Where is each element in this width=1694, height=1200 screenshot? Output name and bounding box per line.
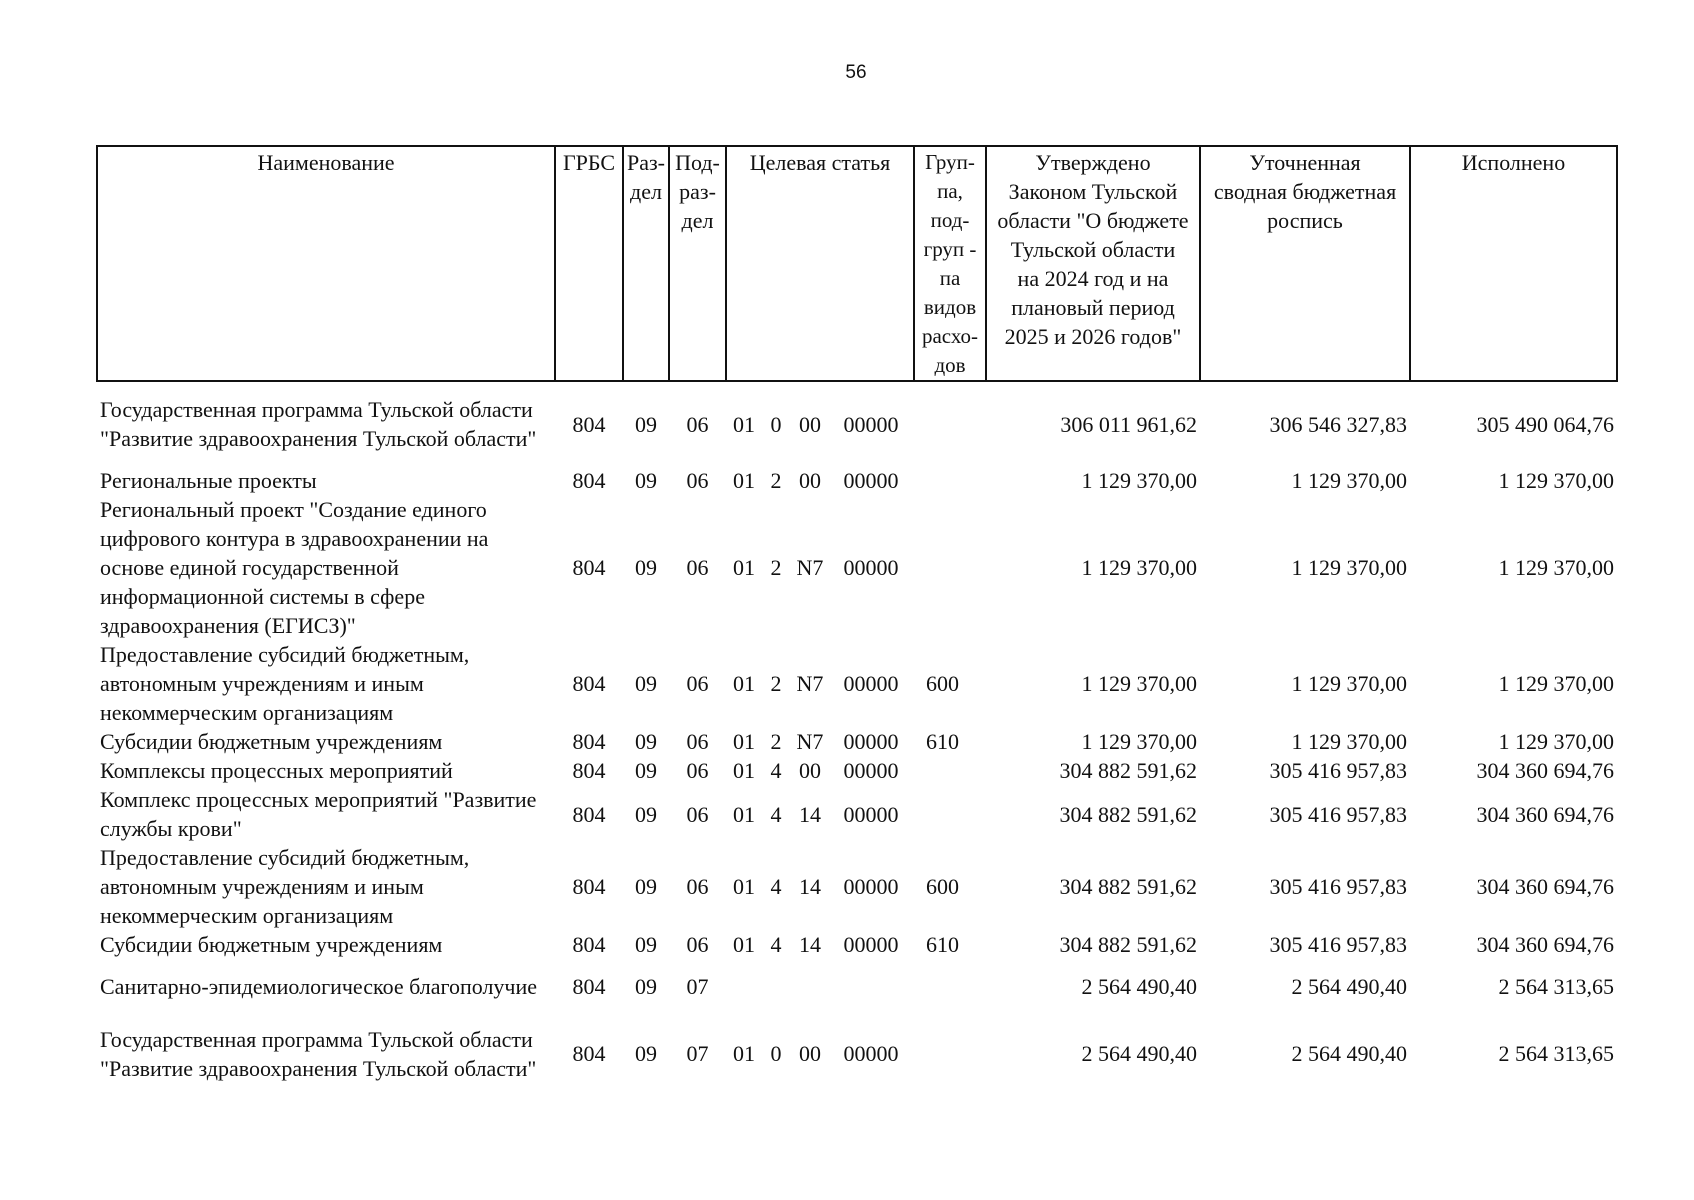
- row-grbs: 804: [572, 801, 606, 827]
- row-target-type: 4: [770, 874, 782, 899]
- row-grbs: 804: [572, 555, 606, 580]
- row-executed: 304 360 694,76: [1476, 758, 1614, 783]
- row-name: Государственная программа Тульской области "Развитие здравоохранения Тульской области": [100, 397, 537, 451]
- row-target-type: [762, 959, 790, 1013]
- row-grbs: 804: [572, 468, 606, 493]
- row-razdel: 09: [635, 555, 657, 580]
- row-approved: 1 129 370,00: [1081, 671, 1197, 696]
- header-line: дов: [934, 353, 966, 377]
- row-target-direction: [830, 959, 914, 1013]
- header-line: Тульской области: [1010, 237, 1176, 262]
- table-row: [97, 843, 1617, 930]
- row-target-direction: 00000: [843, 874, 899, 899]
- row-target-direction: 00000: [843, 671, 899, 696]
- row-podrazdel: 07: [686, 973, 709, 999]
- header-line: расхо-: [921, 324, 979, 348]
- budget-table: [96, 145, 1618, 1094]
- row-name: Предоставление субсидий бюджетным, автономным учреждениям и иным некоммерческим организациям: [100, 642, 470, 725]
- row-executed: 1 129 370,00: [1498, 555, 1614, 580]
- row-target-element: [790, 959, 830, 1013]
- row-approved: 304 882 591,62: [1059, 801, 1197, 827]
- header-line: роспись: [1267, 208, 1343, 233]
- row-target-program: 01: [733, 801, 755, 827]
- header-line: Утверждено: [1035, 150, 1151, 175]
- row-target-element: 00: [799, 758, 821, 783]
- row-target-direction: 00000: [843, 411, 899, 437]
- row-expense-group: 610: [926, 729, 959, 754]
- row-target-direction: 00000: [843, 1041, 899, 1066]
- page-number: 56: [845, 62, 867, 83]
- table-row: [97, 756, 1617, 785]
- row-expense-group: [914, 381, 986, 466]
- row-name: Государственная программа Тульской области "Развитие здравоохранения Тульской области": [100, 1026, 537, 1081]
- row-target-direction: 00000: [843, 758, 899, 783]
- row-target-type: 4: [770, 801, 782, 827]
- row-approved: 1 129 370,00: [1081, 555, 1197, 580]
- row-expense-group: 600: [926, 671, 959, 696]
- row-razdel: 09: [635, 874, 657, 899]
- header-refined: [1200, 146, 1410, 381]
- row-grbs: 804: [572, 932, 606, 957]
- row-razdel: 09: [635, 1041, 657, 1066]
- header-line: груп -: [923, 237, 977, 261]
- row-target-type: 2: [770, 729, 782, 754]
- header-line: Груп-: [925, 150, 975, 174]
- header-line: Уточненная: [1249, 150, 1361, 175]
- header-line: Раз-: [626, 150, 666, 175]
- row-podrazdel: 06: [686, 758, 709, 783]
- row-razdel: 09: [635, 758, 657, 783]
- row-podrazdel: 06: [686, 411, 709, 437]
- row-approved: 304 882 591,62: [1059, 932, 1197, 957]
- row-name: Комплексы процессных мероприятий: [100, 758, 453, 783]
- row-approved: 1 129 370,00: [1081, 468, 1197, 493]
- header-razdel: [623, 146, 669, 381]
- table-row: [97, 785, 1617, 843]
- row-executed: 304 360 694,76: [1476, 801, 1614, 827]
- row-approved: 304 882 591,62: [1059, 758, 1197, 783]
- budget-table-wrapper: [96, 145, 1616, 1094]
- row-name: Региональные проекты: [100, 468, 317, 493]
- row-target-element: 14: [799, 932, 821, 957]
- row-refined: 305 416 957,83: [1269, 801, 1407, 827]
- table-row: [97, 930, 1617, 959]
- header-line: 2025 и 2026 годов": [1004, 324, 1182, 349]
- row-target-type: 0: [770, 1041, 782, 1066]
- row-approved: 2 564 490,40: [1081, 1041, 1197, 1066]
- row-target-element: N7: [796, 555, 824, 580]
- row-target-program: 01: [733, 874, 755, 899]
- header-line: под-: [930, 208, 970, 232]
- row-name: Субсидии бюджетным учреждениям: [100, 729, 443, 754]
- row-target-element: N7: [796, 671, 824, 696]
- header-line: Законом Тульской: [1008, 179, 1178, 204]
- table-body: [97, 381, 1617, 1094]
- row-target-program: 01: [733, 932, 755, 957]
- row-executed: 1 129 370,00: [1498, 468, 1614, 493]
- row-razdel: 09: [635, 973, 657, 999]
- row-approved: 2 564 490,40: [1081, 973, 1197, 999]
- header-line: па: [939, 266, 961, 290]
- row-target-program: [726, 959, 762, 1013]
- row-executed: 305 490 064,76: [1476, 411, 1614, 437]
- row-podrazdel: 06: [686, 801, 709, 827]
- row-target-program: 01: [733, 758, 755, 783]
- row-expense-group: 600: [926, 874, 959, 899]
- row-podrazdel: 06: [686, 555, 709, 580]
- row-razdel: 09: [635, 468, 657, 493]
- row-target-program: 01: [733, 555, 755, 580]
- header-line: дел: [630, 179, 662, 204]
- header-line: раз-: [679, 179, 716, 204]
- row-grbs: 804: [572, 411, 606, 437]
- header-line: видов: [923, 295, 977, 319]
- row-grbs: 804: [572, 973, 606, 999]
- header-expense-group: [914, 146, 986, 381]
- row-refined: 305 416 957,83: [1269, 932, 1407, 957]
- row-executed: 2 564 313,65: [1498, 973, 1614, 999]
- row-expense-group: [914, 959, 986, 1013]
- header-target-article: Целевая статья: [726, 146, 914, 381]
- row-podrazdel: 06: [686, 671, 709, 696]
- row-refined: 1 129 370,00: [1291, 555, 1407, 580]
- header-line: Под-: [675, 150, 720, 175]
- row-approved: 1 129 370,00: [1081, 729, 1197, 754]
- row-expense-group: [914, 756, 986, 785]
- row-podrazdel: 06: [686, 932, 709, 957]
- row-expense-group: [914, 785, 986, 843]
- row-target-element: 14: [799, 874, 821, 899]
- row-executed: 2 564 313,65: [1498, 1041, 1614, 1066]
- row-refined: 2 564 490,40: [1291, 973, 1407, 999]
- row-expense-group: [914, 495, 986, 640]
- header-line: плановый период: [1011, 295, 1175, 320]
- row-name: Субсидии бюджетным учреждениям: [100, 932, 443, 957]
- header-line: сводная бюджетная: [1213, 179, 1397, 204]
- row-target-type: 2: [770, 468, 782, 493]
- row-refined: 305 416 957,83: [1269, 758, 1407, 783]
- row-refined: 1 129 370,00: [1291, 671, 1407, 696]
- row-refined: 1 129 370,00: [1291, 729, 1407, 754]
- row-target-program: 01: [733, 1041, 755, 1066]
- row-target-element: 00: [799, 468, 821, 493]
- row-refined: 306 546 327,83: [1269, 411, 1407, 437]
- header-line: па,: [937, 179, 963, 203]
- row-executed: 1 129 370,00: [1498, 671, 1614, 696]
- header-line: на 2024 год и на: [1017, 266, 1169, 291]
- header-approved: [986, 146, 1200, 381]
- row-grbs: 804: [572, 874, 606, 899]
- row-refined: 2 564 490,40: [1291, 1041, 1407, 1066]
- row-target-program: 01: [733, 411, 755, 437]
- row-executed: 304 360 694,76: [1476, 874, 1614, 899]
- table-row: [97, 1013, 1617, 1094]
- row-razdel: 09: [635, 411, 657, 437]
- row-grbs: 804: [572, 671, 606, 696]
- row-podrazdel: 06: [686, 729, 709, 754]
- row-target-element: N7: [796, 729, 824, 754]
- row-podrazdel: 06: [686, 468, 709, 493]
- header-podrazdel: [669, 146, 726, 381]
- row-expense-group: [914, 1013, 986, 1094]
- row-target-direction: 00000: [843, 801, 899, 827]
- row-grbs: 804: [572, 1041, 606, 1066]
- row-expense-group: 610: [926, 932, 959, 957]
- table-row: [97, 959, 1617, 1013]
- table-row: [97, 495, 1617, 640]
- row-refined: 1 129 370,00: [1291, 468, 1407, 493]
- row-target-direction: 00000: [843, 555, 899, 580]
- row-executed: 304 360 694,76: [1476, 932, 1614, 957]
- row-target-direction: 00000: [843, 729, 899, 754]
- row-target-element: 00: [799, 411, 821, 437]
- row-razdel: 09: [635, 801, 657, 827]
- row-target-direction: 00000: [843, 932, 899, 957]
- row-razdel: 09: [635, 932, 657, 957]
- row-executed: 1 129 370,00: [1498, 729, 1614, 754]
- row-target-type: 4: [770, 758, 782, 783]
- row-target-program: 01: [733, 729, 755, 754]
- row-target-direction: 00000: [843, 468, 899, 493]
- row-target-type: 0: [770, 411, 782, 437]
- row-target-type: 2: [770, 671, 782, 696]
- header-line: области "О бюджете: [997, 208, 1189, 233]
- row-target-program: 01: [733, 671, 755, 696]
- row-grbs: 804: [572, 758, 606, 783]
- table-row: [97, 727, 1617, 756]
- row-target-type: 2: [770, 555, 782, 580]
- header-grbs: ГРБС: [555, 146, 623, 381]
- row-name: Предоставление субсидий бюджетным, автономным учреждениям и иным некоммерческим организациям: [100, 845, 470, 928]
- row-razdel: 09: [635, 671, 657, 696]
- table-row: [97, 381, 1617, 466]
- header-line: дел: [681, 208, 714, 233]
- table-row: [97, 466, 1617, 495]
- row-approved: 306 011 961,62: [1060, 411, 1197, 437]
- row-name: Комплекс процессных мероприятий "Развитие службы крови": [100, 787, 537, 841]
- row-target-element: 14: [799, 801, 821, 827]
- row-name: Санитарно-эпидемиологическое благополучие: [100, 973, 538, 999]
- row-approved: 304 882 591,62: [1059, 874, 1197, 899]
- row-target-program: 01: [733, 468, 755, 493]
- row-podrazdel: 06: [686, 874, 709, 899]
- row-target-type: 4: [770, 932, 782, 957]
- table-header: [97, 146, 1617, 381]
- header-executed: Исполнено: [1410, 146, 1617, 381]
- row-refined: 305 416 957,83: [1269, 874, 1407, 899]
- row-podrazdel: 07: [686, 1041, 709, 1066]
- row-name: Региональный проект "Создание единого цифрового контура в здравоохранении на основе единой государственной информационной системы в сфере здравоохранения (ЕГИСЗ)": [100, 497, 489, 638]
- row-razdel: 09: [635, 729, 657, 754]
- row-target-element: 00: [799, 1041, 821, 1066]
- table-row: [97, 640, 1617, 727]
- header-name: Наименование: [97, 146, 555, 381]
- row-grbs: 804: [572, 729, 606, 754]
- row-expense-group: [914, 466, 986, 495]
